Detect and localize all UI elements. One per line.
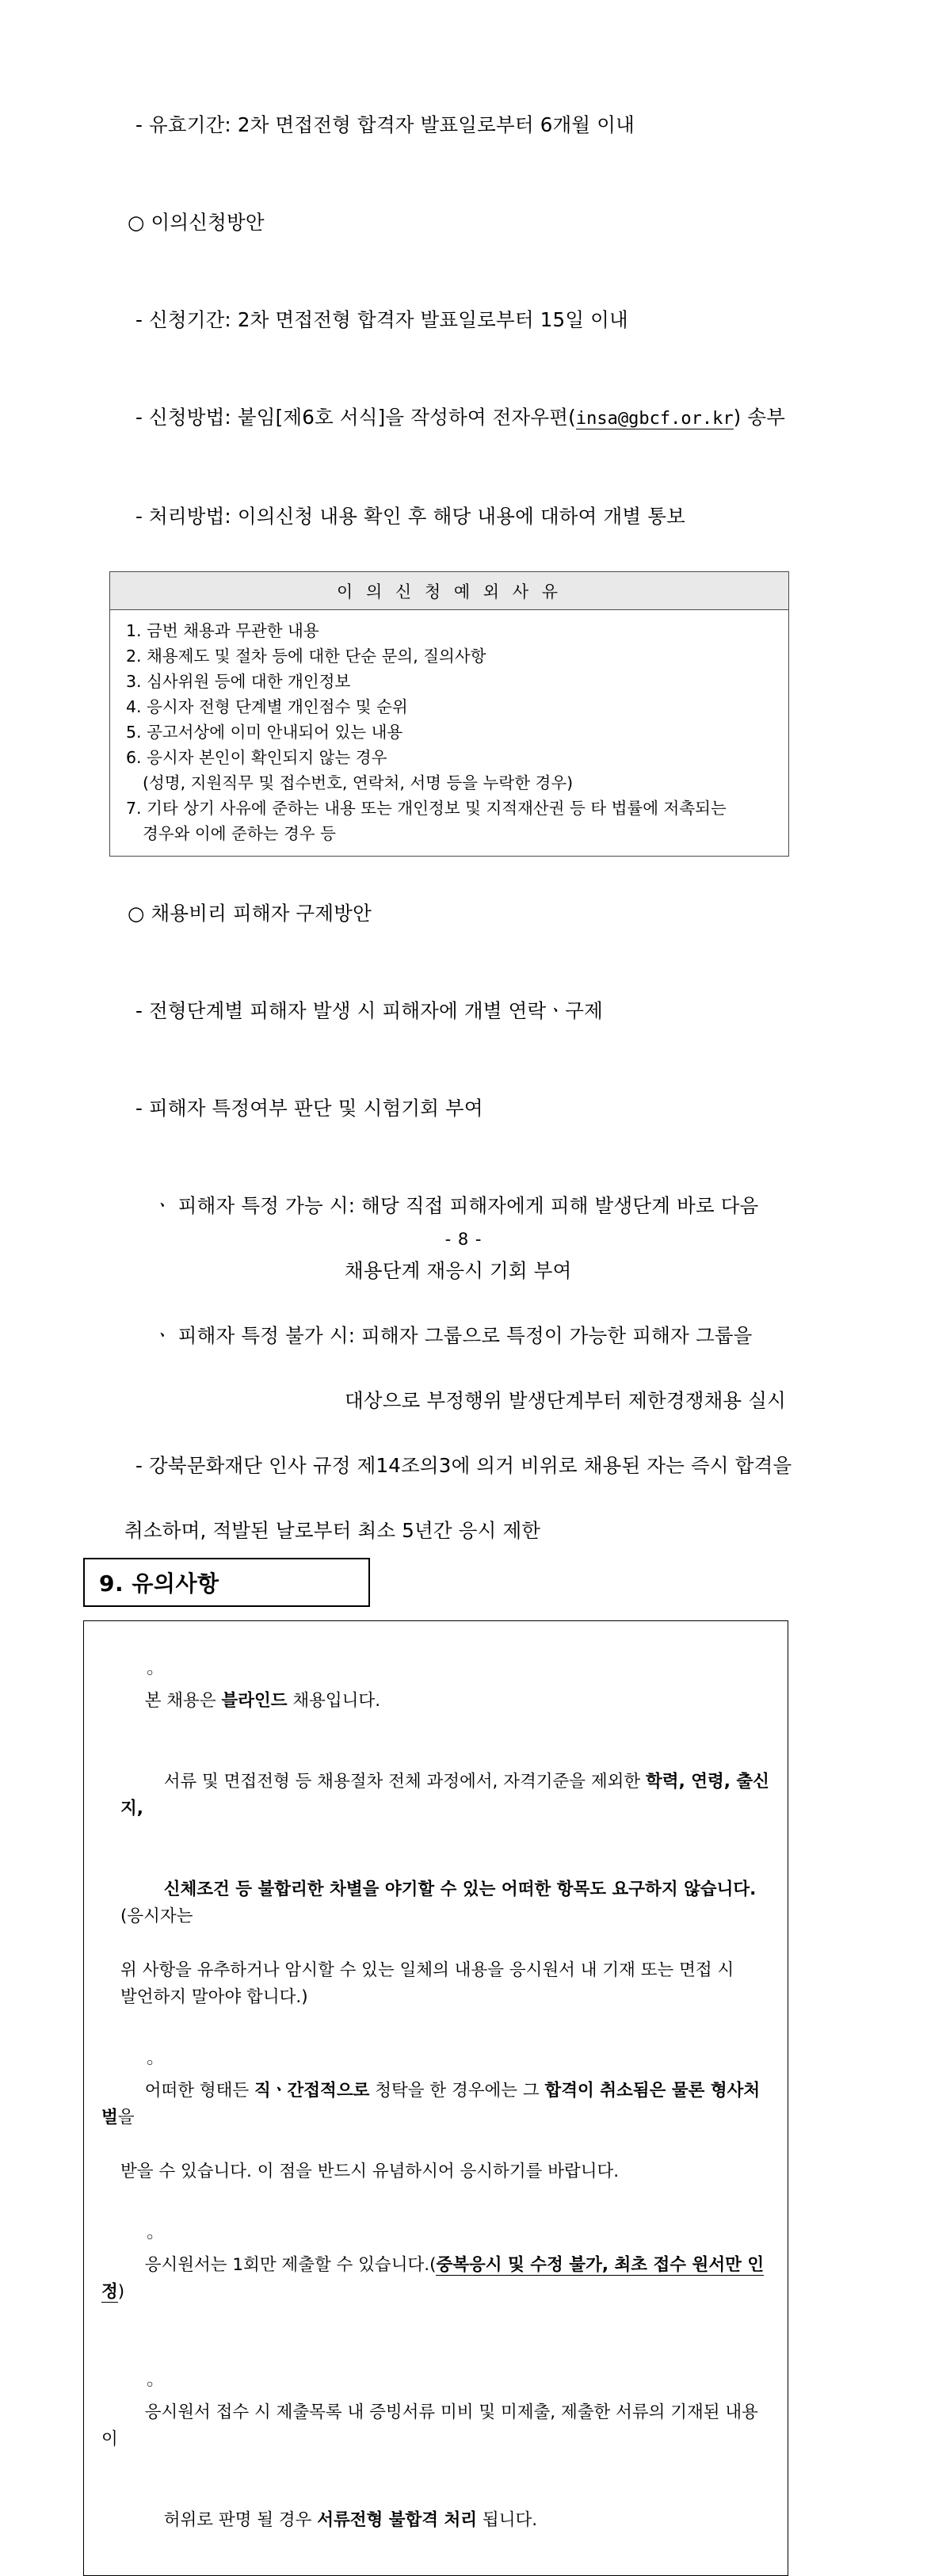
list-item (90, 864, 844, 962)
list-item (97, 962, 844, 1059)
list-item (97, 271, 844, 368)
table-row: 6. 응시자 본인이 확인되지 않는 경우 (126, 748, 387, 767)
notice-text-bold-underline: 중복응시 및 수정 불가, 최초 접수 원서만 인정 (101, 2255, 765, 2302)
list-item (90, 174, 844, 271)
notice-box (83, 1620, 788, 2576)
list-item-text: 신청방법: 붙임[제6호 서식]을 작성하여 전자우편( (148, 406, 576, 429)
notice-line: 위 사항을 유추하거나 암시할 수 있는 일체의 내용을 응시원서 내 기재 또는 면접 시 (120, 1960, 734, 1980)
list-item-text: 처리방법: 이의신청 내용 확인 후 해당 내용에 대하여 개별 통보 (148, 505, 685, 528)
notice-text: 서류 및 면접전형 등 채용절차 전체 과정에서, 자격기준을 제외한 (163, 1772, 647, 1792)
notice-line (101, 1634, 770, 1742)
list-item-text: 강북문화재단 인사 규정 제14조의3에 의거 비위로 채용된 자는 즉시 합격을 (148, 1454, 792, 1477)
list-marker: ㆍ (152, 1324, 178, 1347)
notice-text: (응시자는 (120, 1906, 193, 1926)
list-item-text: 전형단계별 피해자 발생 시 피해자에 개별 연락ㆍ구제 (148, 999, 603, 1022)
notice-line (101, 2480, 770, 2561)
list-item (97, 467, 844, 565)
list-item (97, 1059, 844, 1157)
table-header: 이 의 신 청 예 외 사 유 (110, 572, 788, 610)
notice-text: 됩니다. (477, 2510, 538, 2530)
notice-item (101, 2198, 770, 2333)
table-row: 3. 심사위원 등에 대한 개인정보 (126, 672, 351, 691)
table-row: 4. 응시자 전형 단계별 개인점수 및 순위 (126, 697, 408, 716)
page-title: 9. 유의사항 (99, 1570, 219, 1597)
exception-reasons-table (109, 571, 789, 857)
table-row: 2. 채용제도 및 절차 등에 대한 단순 문의, 질의사항 (126, 647, 486, 666)
notice-bullet: ◦ (144, 2054, 155, 2074)
notice-text: 응시원서는 1회만 제출할 수 있습니다.( (144, 2255, 437, 2275)
list-item-text: 피해자 특정 불가 시: 피해자 그룹으로 특정이 가능한 피해자 그룹을 (177, 1324, 753, 1347)
notice-line (101, 2345, 770, 2480)
list-marker: - (135, 999, 149, 1022)
list-marker: - (135, 113, 149, 136)
list-item-continuation: 채용단계 재응시 기회 부여 (345, 1259, 572, 1282)
list-item-email (97, 368, 844, 467)
notice-bullet: ◦ (144, 2228, 155, 2248)
notice-text: 본 채용은 (144, 1691, 222, 1711)
top-list (83, 76, 844, 565)
notice-text: 허위로 판명 될 경우 (163, 2510, 318, 2530)
table-row: 7. 기타 상기 사유에 준하는 내용 또는 개인정보 및 지적재산권 등 타 법률에 저촉되는 (126, 799, 727, 818)
notice-line (101, 1849, 770, 1957)
notice-line: 발언하지 말아야 합니다.) (120, 1987, 308, 2007)
list-item (97, 76, 844, 174)
notice-line (101, 1742, 770, 1849)
list-marker: - (135, 308, 149, 331)
table-row: 5. 공고서상에 이미 안내되어 있는 내용 (126, 723, 403, 742)
notice-bullet: ◦ (144, 1664, 155, 1684)
list-marker: ○ (127, 902, 151, 925)
relief-list (83, 864, 844, 1547)
page-number: - 8 - (444, 1230, 483, 1249)
notice-text: ) (117, 2282, 125, 2302)
notice-text-bold: 신체조건 등 불합리한 차별을 야기할 수 있는 어떠한 항목도 요구하지 않습니다. (163, 1880, 757, 1899)
list-item-text: 피해자 특정 가능 시: 해당 직접 피해자에게 피해 발생단계 바로 다음 (177, 1194, 759, 1217)
notice-text-bold: 합격이 취소됨은 물론 형사처벌 (101, 2081, 761, 2128)
list-item-continuation: 취소하며, 적발된 날로부터 최소 5년간 응시 제한 (124, 1519, 541, 1542)
notice-line (101, 2024, 770, 2158)
notice-line: 받을 수 있습니다. 이 점을 반드시 유념하시어 응시하기를 바랍니다. (120, 2162, 620, 2181)
notice-item (101, 2345, 770, 2561)
notice-text-bold: 학력, 연령, 출신지, (120, 1772, 769, 1818)
notice-item (101, 2024, 770, 2185)
notice-text: 청탁을 한 경우에는 그 (369, 2081, 545, 2101)
list-marker: - (135, 505, 149, 528)
notice-text-bold: 서류전형 불합격 처리 (317, 2510, 478, 2530)
table-body (110, 610, 788, 856)
notice-line (101, 2198, 770, 2333)
list-item-text: 이의신청방안 (151, 211, 265, 234)
list-item-text: 채용비리 피해자 구제방안 (151, 902, 372, 925)
list-item-text: 신청기간: 2차 면접전형 합격자 발표일로부터 15일 이내 (148, 308, 628, 331)
notice-text: 응시원서 접수 시 제출목록 내 증빙서류 미비 및 미제출, 제출한 서류의 기재된 내용이 (101, 2402, 758, 2449)
table-row: 1. 금번 채용과 무관한 내용 (126, 621, 319, 640)
email-link[interactable]: insa@gbcf.or.kr (575, 409, 734, 429)
list-marker: ○ (127, 211, 151, 234)
list-marker: - (135, 1454, 149, 1477)
list-item-text: 피해자 특정여부 판단 및 시험기회 부여 (148, 1097, 483, 1120)
list-item-continuation: 대상으로 부정행위 발생단계부터 제한경쟁채용 실시 (345, 1389, 787, 1412)
list-marker: - (135, 406, 149, 429)
list-item-text-after: ) 송부 (733, 406, 786, 429)
notice-text-bold: 직ㆍ간접적으로 (254, 2081, 370, 2101)
section-heading-box (83, 1558, 370, 1607)
list-marker: ㆍ (152, 1194, 178, 1217)
notice-item (101, 1634, 770, 2011)
list-item (97, 1417, 844, 1514)
list-item (115, 1287, 844, 1384)
notice-text: 채용입니다. (287, 1691, 381, 1711)
table-row-sub: (성명, 지원직무 및 접수번호, 연락처, 서명 등을 누락한 경우) (143, 773, 574, 792)
notice-bullet: ◦ (144, 2376, 155, 2395)
notice-text: 어떠한 형태든 (144, 2081, 254, 2101)
table-row-continuation: 경우와 이에 준하는 경우 등 (143, 824, 336, 843)
list-item-text: 유효기간: 2차 면접전형 합격자 발표일로부터 6개월 이내 (148, 113, 635, 136)
notice-text-bold: 블라인드 (221, 1691, 288, 1711)
notice-text: 을 (117, 2108, 135, 2128)
list-marker: - (135, 1097, 149, 1120)
